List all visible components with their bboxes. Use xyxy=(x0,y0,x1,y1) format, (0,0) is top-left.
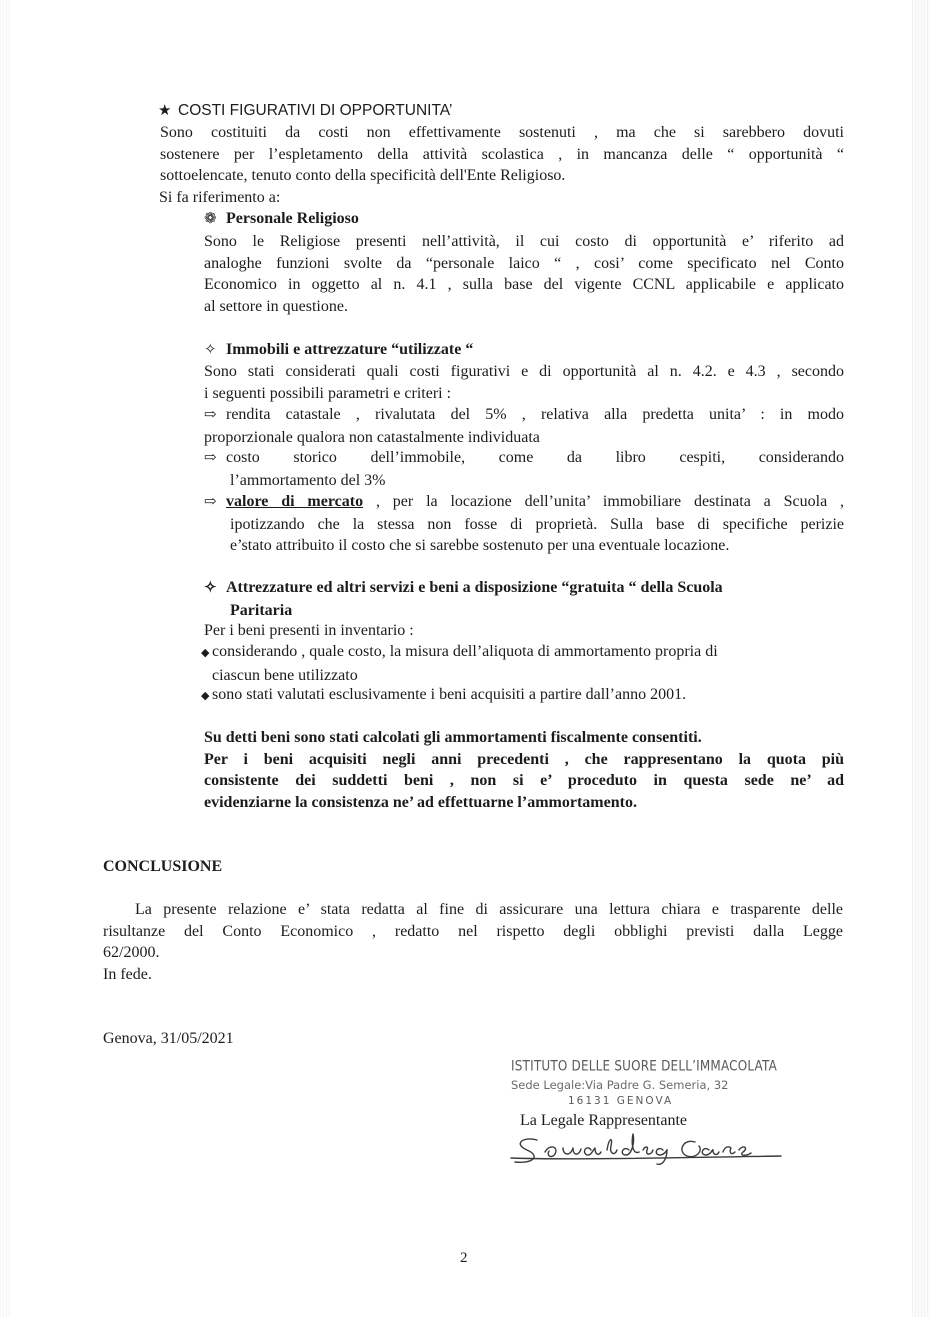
section-heading: ★ COSTI FIGURATIVI DI OPPORTUNITA’ xyxy=(158,100,848,123)
intro-paragraph: Sono costituiti da costi non effettivamente sostenuti , ma che si sarebbero dovuti sostenere per l’espletamento della attività scolastica , in mancanza delle “ opportunità “ sottoelencate, tenuto conto della specificità dell'Ente Religioso. Si fa riferimento a: xyxy=(159,124,844,206)
institution-stamp: ISTITUTO DELLE SUORE DELL’IMMACOLATA Sede Legale:Via Padre G. Semeria, 32 16131 GENOVA xyxy=(511,1058,778,1107)
flower-icon: ❁ xyxy=(204,211,217,227)
bold-note: Su detti beni sono stati calcolati gli ammortamenti fiscalmente consentiti. Per i beni acquisiti negli anni precedenti , che rappresentano la quota più consistente dei suddetti beni , non si e’ proceduto in questa sede ne’ ad evidenziarne la consistenza ne’ ad effettuarne l’ammortamento. xyxy=(204,729,844,811)
criterion-3: ⇨ valore di mercato , per la locazione dell’unita’ immobiliare destinata a Scuola , ipotizzando che la stessa non fosse di proprietà. Sulla base di specifiche perizie e’stato attribuito il costo che si sarebbe sostenuto per una eventuale locazione. xyxy=(204,493,845,554)
arrow-right-icon: ⇨ xyxy=(204,407,217,423)
signer-title: La Legale Rappresentante xyxy=(520,1112,688,1129)
bullet-2: ◆ sono stati valutati esclusivamente i beni acquisiti a partire dall’anno 2001. xyxy=(201,684,841,708)
conclusione-text: La presente relazione e’ stata redatta al fine di assicurare una lettura chiara e trasparente delle risultanze del Conto Economico , redatto nel rispetto degli obblighi previsti dalla Legge 62/2000. In fede. xyxy=(103,901,843,983)
personale-heading: ❁ Personale Religioso xyxy=(204,208,844,231)
arrow-right-icon: ⇨ xyxy=(204,494,217,510)
scan-edge-right xyxy=(912,0,930,1317)
conclusione-heading: CONCLUSIONE xyxy=(103,858,223,875)
attrezzature-intro: Per i beni presenti in inventario : xyxy=(204,622,414,639)
four-point-star-icon: ✧ xyxy=(204,580,217,596)
arrow-right-icon: ⇨ xyxy=(204,450,217,466)
personale-text: Sono le Religiose presenti nell’attività, il cui costo di opportunità e’ riferito ad analoghe funzioni svolte da “personale laico “ , cosi’ come specificato nel Conto Economico in oggetto al n. 4.1 , sulla base del vigente CCNL applicabile e applicato al settore in questione. xyxy=(204,233,844,315)
page-number: 2 xyxy=(460,1250,468,1266)
criterion-2: ⇨ costo storico dell’immobile, come da libro cespiti, considerando l’ammortamento del 3% xyxy=(204,449,844,489)
signature xyxy=(505,1128,790,1170)
bullet-1: ◆ considerando , quale costo, la misura dell’aliquota di ammortamento propria di ciascun bene utilizzato xyxy=(201,643,718,684)
attrezzature-heading: ✧ Attrezzature ed altri servizi e beni a disposizione “gratuita “ della Scuola Paritaria xyxy=(204,579,723,619)
criterion-1: ⇨ rendita catastale , rivalutata del 5% , relativa alla predetta unita’ : in modo proporzionale qualora non catastalmente individuata xyxy=(204,406,844,446)
diamond-bullet-icon: ◆ xyxy=(201,647,210,659)
scan-edge-left xyxy=(0,0,10,1317)
star-icon: ★ xyxy=(158,103,172,119)
diamond-bullet-icon: ◆ xyxy=(201,690,210,702)
four-point-star-icon: ✧ xyxy=(204,342,217,358)
immobili-heading: ✧ Immobili e attrezzature “utilizzate “ xyxy=(204,339,844,362)
immobili-text: Sono stati considerati quali costi figurativi e di opportunità al n. 4.2. e 4.3 , secondo i seguenti possibili parametri e criteri : xyxy=(204,363,844,402)
place-date: Genova, 31/05/2021 xyxy=(103,1030,234,1047)
